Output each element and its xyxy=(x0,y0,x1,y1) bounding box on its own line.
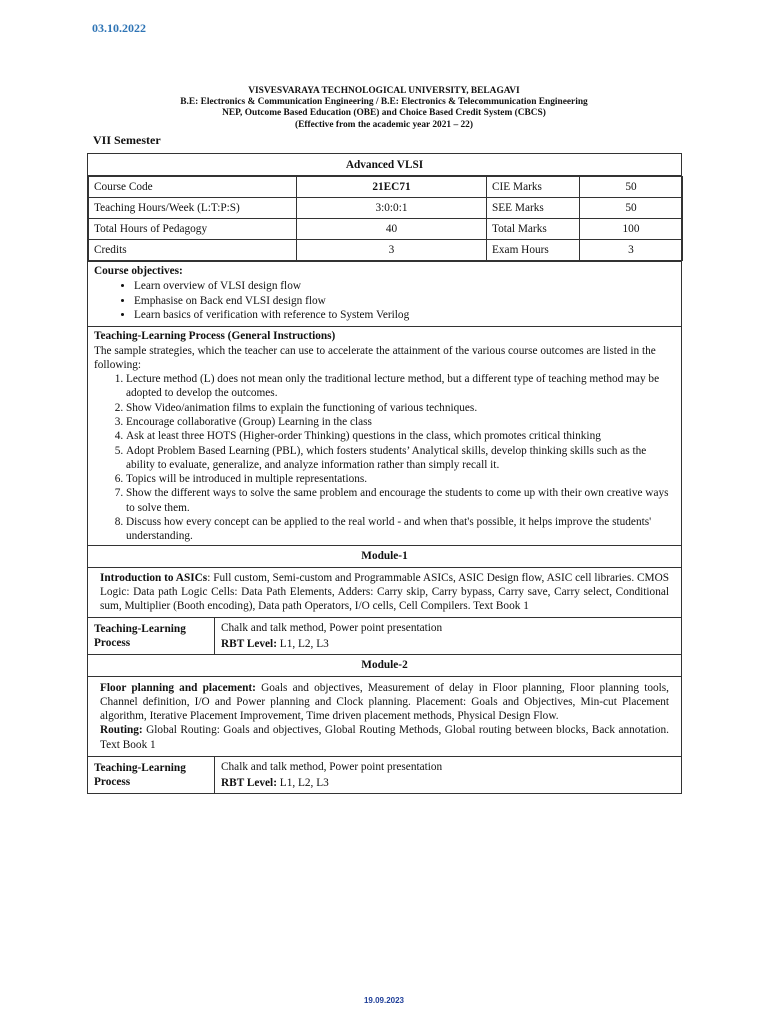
list-item: • Learn basics of verification with reference to System Verilog xyxy=(134,308,675,323)
tlp-label: Teaching-Learning Process xyxy=(94,762,186,789)
info-label: Total Hours of Pedagogy xyxy=(89,219,297,240)
university-name: VISVESVARAYA TECHNOLOGICAL UNIVERSITY, BELAGAVI xyxy=(248,86,520,96)
list-item: • Learn overview of VLSI design flow xyxy=(134,279,675,294)
tlp-method: Chalk and talk method, Power point presentation xyxy=(221,621,443,634)
rbt-level xyxy=(221,636,675,652)
tlp-intro: The sample strategies, which the teacher can use to accelerate the attainment of the various course outcomes are listed in the following: xyxy=(94,344,656,371)
module-1-content xyxy=(88,567,682,617)
effective-line: (Effective from the academic year 2021 – 22) xyxy=(295,119,473,130)
objectives-list xyxy=(94,279,675,323)
semester-label: VII Semester xyxy=(93,133,161,147)
info-value: 40 xyxy=(297,219,487,240)
tlp-list xyxy=(94,372,675,544)
info-label: CIE Marks xyxy=(487,177,580,198)
module-2-routing xyxy=(100,723,669,752)
document-header xyxy=(87,86,681,131)
tlp-section xyxy=(88,326,682,545)
info-label: SEE Marks xyxy=(487,198,580,219)
list-item: • Emphasise on Back end VLSI design flow xyxy=(134,294,675,309)
info-label: Exam Hours xyxy=(487,240,580,261)
rbt-label: RBT Level: xyxy=(221,637,277,650)
info-value: 3 xyxy=(297,240,487,261)
info-value: 100 xyxy=(580,219,683,240)
info-value: 3 xyxy=(580,240,683,261)
course-title: Advanced VLSI xyxy=(88,154,682,176)
module-2-tlp-content xyxy=(215,757,682,794)
module-1-lead: Introduction to ASICs xyxy=(100,571,208,584)
module-1-title: Module-1 xyxy=(88,545,682,567)
module-2-text xyxy=(100,681,669,724)
syllabus-table xyxy=(87,153,682,794)
info-label: Total Marks xyxy=(487,219,580,240)
tlp-method: Chalk and talk method, Power point presentation xyxy=(221,761,443,774)
list-item: 8. Discuss how every concept can be applied to the real world - and when that's possible, it helps improve the students' understanding. xyxy=(126,515,675,544)
program-line: B.E: Electronics & Communication Engineering / B.E: Electronics & Telecommunication Engineering xyxy=(180,97,588,108)
info-label: Teaching Hours/Week (L:T:P:S) xyxy=(89,198,297,219)
module-1-tlp-label-cell xyxy=(88,617,215,654)
list-item: 7. Show the different ways to solve the same problem and encourage the students to come up with their own creative ways to solve them. xyxy=(126,486,675,515)
info-value: 21EC71 xyxy=(297,177,487,198)
list-item: 4. Ask at least three HOTS (Higher-order Thinking) questions in the class, which promotes critical thinking xyxy=(126,429,675,443)
info-value: 3:0:0:1 xyxy=(297,198,487,219)
scheme-line: NEP, Outcome Based Education (OBE) and Choice Based Credit System (CBCS) xyxy=(222,108,546,119)
info-row xyxy=(89,177,683,198)
rbt-level xyxy=(221,775,675,791)
info-label: Course Code xyxy=(89,177,297,198)
rbt-value: L1, L2, L3 xyxy=(276,637,329,650)
module-2-lead: Floor planning and placement: xyxy=(100,681,256,694)
tlp-label: Teaching-Learning Process xyxy=(94,622,186,649)
info-value: 50 xyxy=(580,198,683,219)
list-item: 6. Topics will be introduced in multiple representations. xyxy=(126,472,675,486)
info-row xyxy=(89,219,683,240)
module-2-content xyxy=(88,676,682,756)
list-item: 1. Lecture method (L) does not mean only the traditional lecture method, but a different type of teaching method may be adopted to develop the outcomes. xyxy=(126,372,675,401)
course-info-table xyxy=(88,176,683,261)
objectives-heading: Course objectives: xyxy=(94,265,183,277)
rbt-value: L1, L2, L3 xyxy=(276,777,329,790)
list-item: 5. Adopt Problem Based Learning (PBL), which fosters students’ Analytical skills, develop thinking skills such as the ability to evaluate, generalize, and analyze information rather than simply recall it. xyxy=(126,444,675,473)
info-value: 50 xyxy=(580,177,683,198)
module-2-tlp-label-cell xyxy=(88,757,215,794)
list-item: 2. Show Video/animation films to explain the functioning of various techniques. xyxy=(126,401,675,415)
module-2-title: Module-2 xyxy=(88,654,682,676)
module-2-body: Goals and objectives, Measurement of delay in Floor planning, Floor planning tools, Channel definition, I/O and Power planning and Clock planning. Placement: Goals and Objectives, Min-cut Placement algorithm, Iterative Placement Improvement, Time driven placement methods, Physical Design Flow. xyxy=(100,681,670,723)
module-2-lead2: Routing: xyxy=(100,724,143,737)
tlp-heading: Teaching-Learning Process (General Instructions) xyxy=(94,329,336,342)
list-item: 3. Encourage collaborative (Group) Learning in the class xyxy=(126,415,675,429)
info-label: Credits xyxy=(89,240,297,261)
rbt-label: RBT Level: xyxy=(221,777,277,790)
module-2-body2: Global Routing: Goals and objectives, Global Routing Methods, Global routing between blocks, Back annotation. Text Book 1 xyxy=(100,724,670,751)
module-1-tlp-content xyxy=(215,617,682,654)
info-row xyxy=(89,240,683,261)
objectives-section xyxy=(88,262,682,327)
info-row xyxy=(89,198,683,219)
module-1-text xyxy=(100,571,669,614)
top-date: 03.10.2022 xyxy=(92,21,146,35)
bottom-date: 19.09.2023 xyxy=(363,996,405,1005)
module-1-body: : Full custom, Semi-custom and Programmable ASICs, ASIC Design flow, ASIC cell libraries. CMOS Logic: Data path Logic Cells: Data Path Elements, Adders: Carry skip, Carry bypass, Carry save, Carry select, Conditional sum, Multiplier (Booth encoding), Data path Operators, I/O cells, Cell Compilers. Text Book 1 xyxy=(100,571,670,613)
